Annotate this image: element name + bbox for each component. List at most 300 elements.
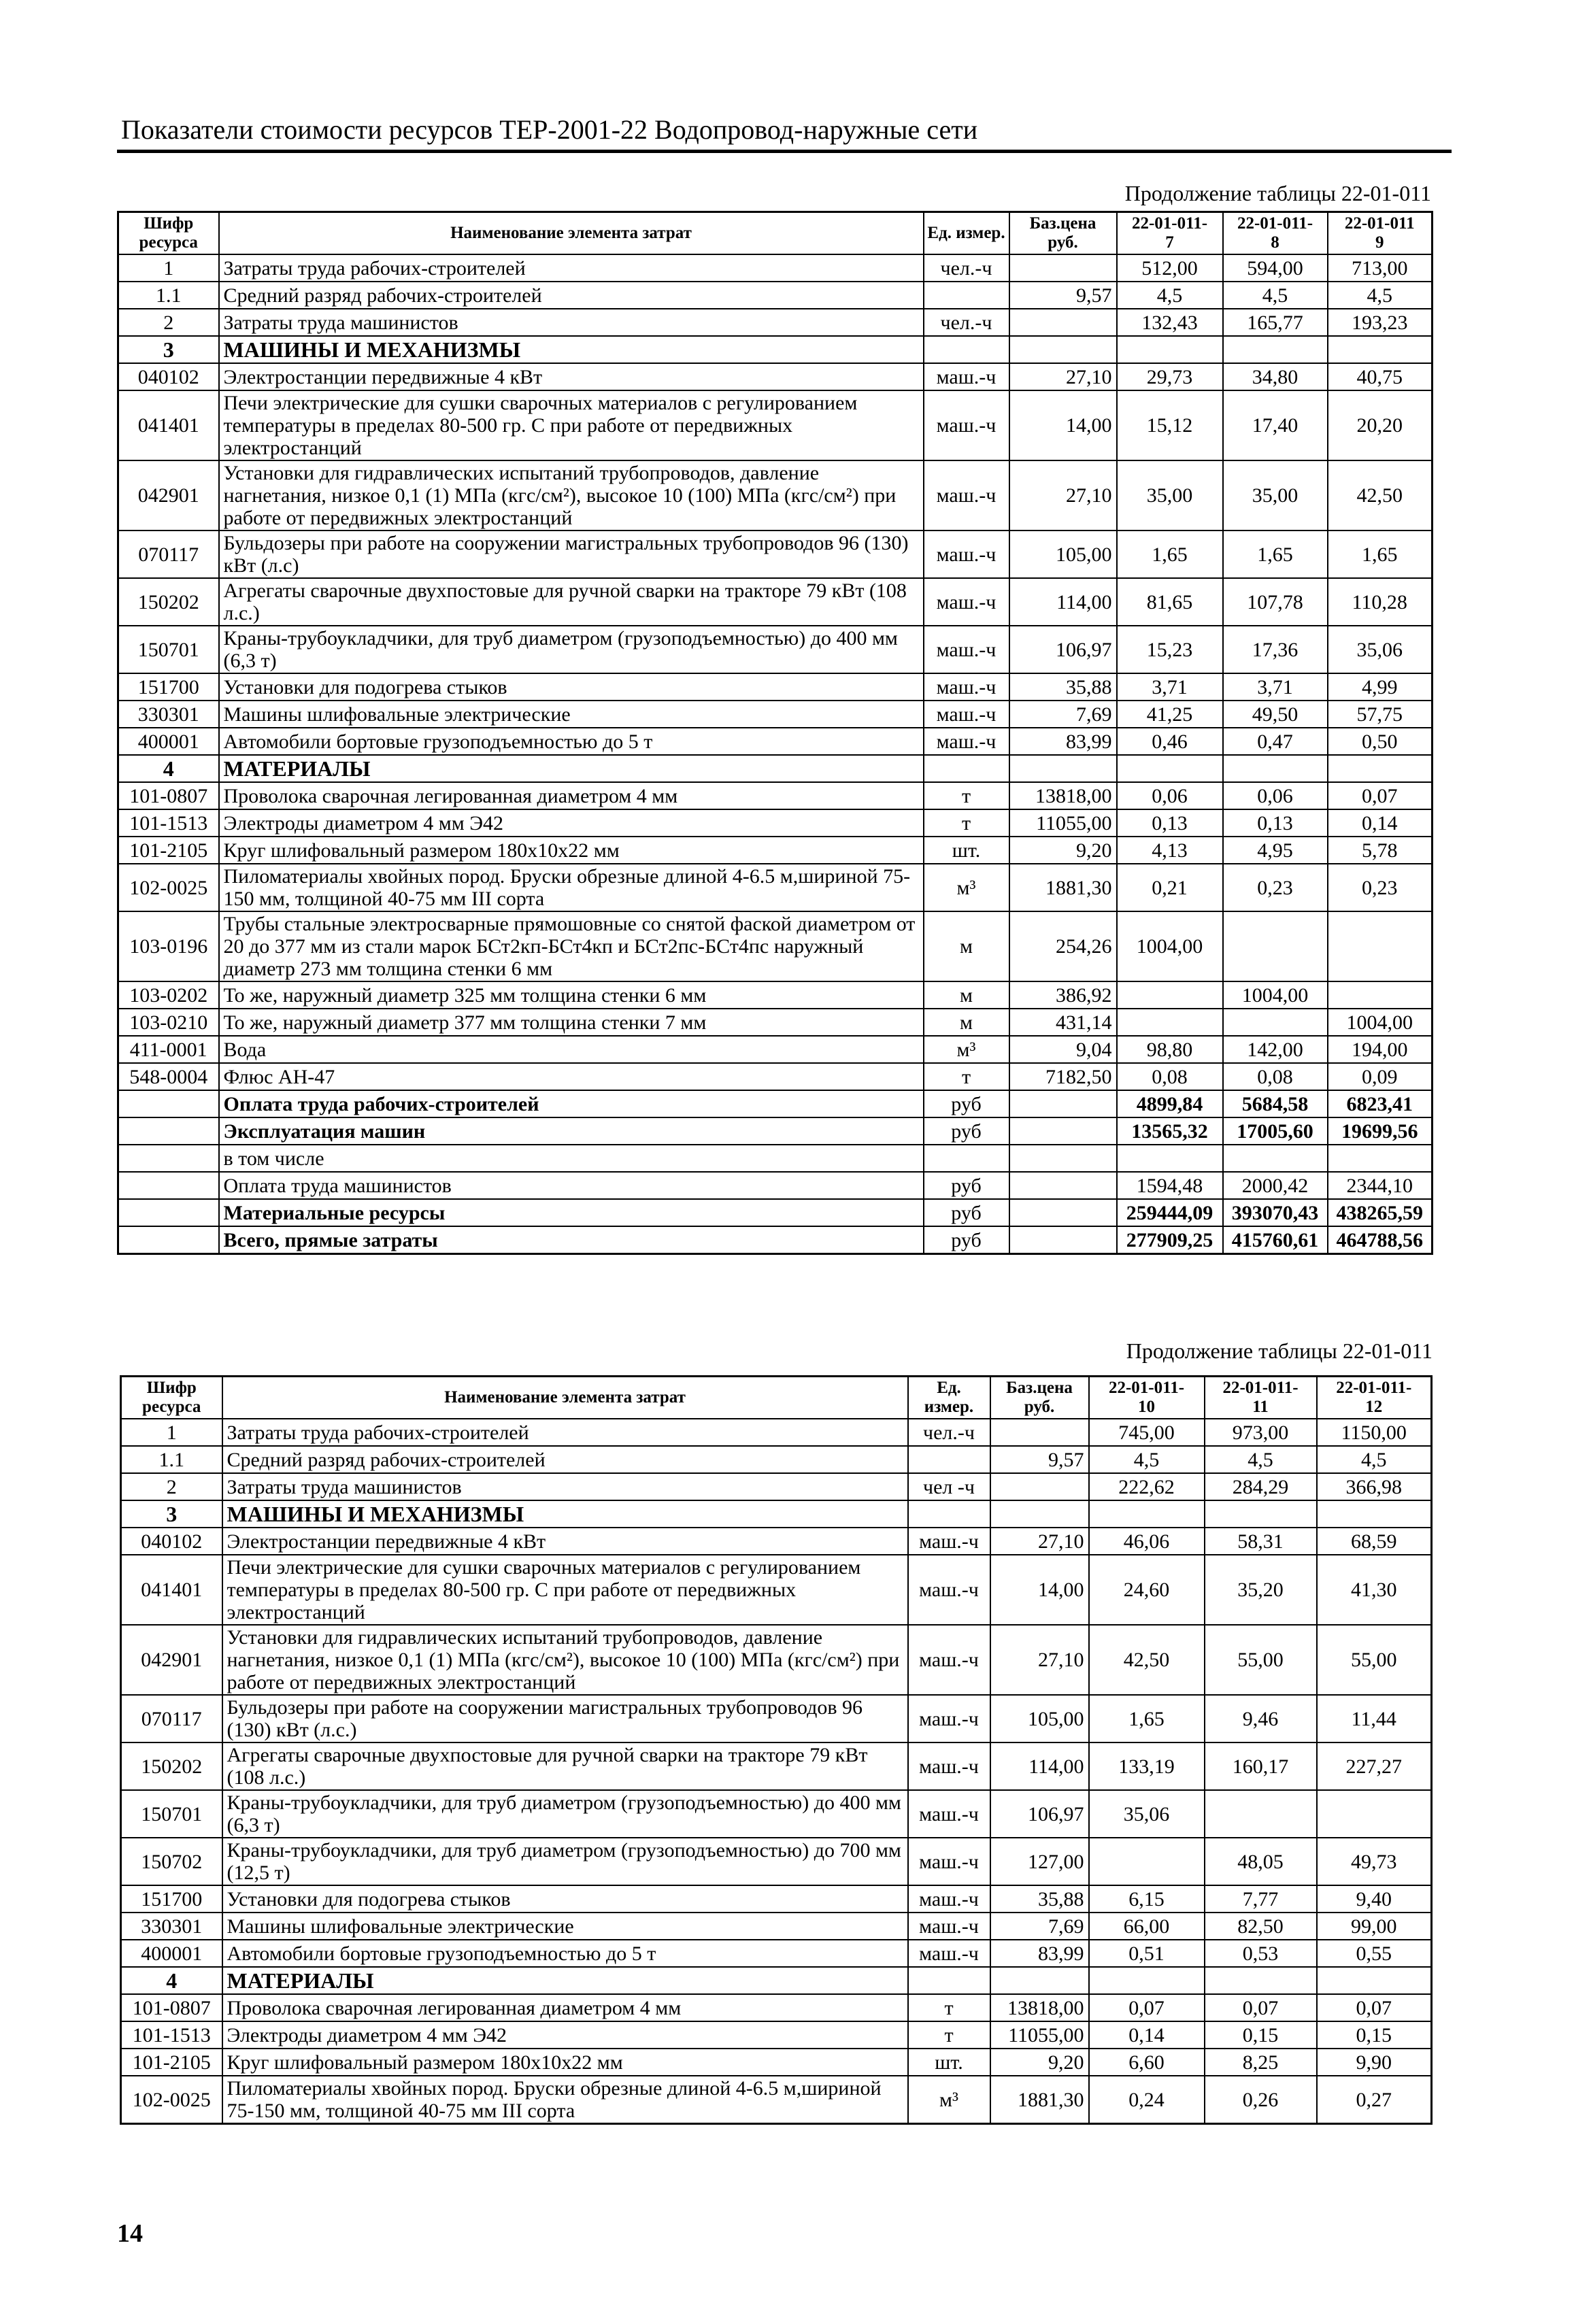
resource-code-cell: 103-0210: [118, 1009, 219, 1036]
unit-cell: [908, 1967, 990, 1994]
resource-code-cell: 151700: [121, 1885, 222, 1913]
resource-row: [118, 390, 1433, 460]
unit-cell: маш.-ч: [908, 1940, 990, 1967]
base-price-cell: 114,00: [990, 1742, 1089, 1790]
unit-cell: м³: [924, 1036, 1009, 1063]
unit-cell: т: [924, 809, 1009, 837]
variant-value-cell: 0,07: [1205, 1994, 1317, 2021]
variant-value-cell: 1004,00: [1223, 981, 1328, 1009]
variant-value-cell: 1,65: [1089, 1695, 1205, 1742]
resource-row: [118, 1063, 1433, 1090]
cost-element-name-cell: Пиломатериалы хвойных пород. Бруски обрезные длиной 4-6.5 м,шириной 75-150 мм, толщиной 40-75 мм III сорта: [222, 2076, 908, 2124]
unit-cell: т: [908, 2021, 990, 2049]
resource-row: [121, 1742, 1432, 1790]
variant-value-cell: [1317, 1967, 1432, 1994]
cost-element-name-cell: Краны-трубоукладчики, для труб диаметром (грузоподъемностью) до 400 мм (6,3 т): [219, 626, 924, 673]
cost-element-name-cell: Эксплуатация машин: [219, 1117, 924, 1145]
unit-cell: маш.-ч: [908, 1913, 990, 1940]
base-price-cell: [990, 1473, 1089, 1500]
variant-value-cell: [1117, 1145, 1223, 1172]
variant-value-cell: [1328, 981, 1433, 1009]
variant-value-cell: 42,50: [1089, 1625, 1205, 1695]
unit-cell: маш.-ч: [924, 363, 1009, 390]
base-price-cell: [1009, 755, 1117, 782]
cost-element-name-cell: Печи электрические для сушки сварочных материалов с регулированием температуры в пределах 80-500 гр. С при работе от передвижных электростанций: [222, 1555, 908, 1625]
resource-row: [118, 309, 1433, 336]
resource-code-cell: [118, 1117, 219, 1145]
variant-value-cell: 40,75: [1328, 363, 1433, 390]
variant-value-cell: 0,50: [1328, 728, 1433, 755]
variant-value-cell: 49,50: [1223, 701, 1328, 728]
variant-value-cell: [1117, 755, 1223, 782]
base-price-cell: 27,10: [990, 1625, 1089, 1695]
unit-cell: м³: [908, 2076, 990, 2124]
variant-value-cell: 68,59: [1317, 1528, 1432, 1555]
unit-cell: маш.-ч: [908, 1790, 990, 1838]
resource-row: [121, 1885, 1432, 1913]
unit-cell: т: [924, 782, 1009, 809]
unit-cell: маш.-ч: [924, 626, 1009, 673]
unit-cell: чел.-ч: [924, 309, 1009, 336]
base-price-cell: [990, 1500, 1089, 1528]
variant-value-cell: 0,13: [1223, 809, 1328, 837]
page-title: Показатели стоимости ресурсов ТЕР-2001-22 Водопровод-наружные сети: [121, 114, 978, 145]
base-price-cell: [1009, 336, 1117, 363]
resource-row: [118, 911, 1433, 981]
base-price-cell: [1009, 1226, 1117, 1254]
base-price-cell: [1009, 1117, 1117, 1145]
cost-element-name-cell: Электроды диаметром 4 мм Э42: [219, 809, 924, 837]
base-price-cell: 9,20: [1009, 837, 1117, 864]
variant-value-cell: 58,31: [1205, 1528, 1317, 1555]
variant-value-cell: 35,00: [1223, 460, 1328, 531]
variant-value-cell: 98,80: [1117, 1036, 1223, 1063]
resource-code-cell: 070117: [118, 531, 219, 578]
table-body: [121, 1419, 1432, 2124]
section-row: [121, 1967, 1432, 1994]
unit-cell: маш.-ч: [924, 460, 1009, 531]
cost-element-name-cell: Печи электрические для сушки сварочных материалов с регулированием температуры в пределах 80-500 гр. С при работе от передвижных электростанций: [219, 390, 924, 460]
variant-value-cell: 4,5: [1089, 1446, 1205, 1473]
variant-value-cell: [1117, 336, 1223, 363]
variant-number: 8: [1271, 233, 1279, 252]
variant-value-cell: 222,62: [1089, 1473, 1205, 1500]
resource-code-cell: 1.1: [118, 282, 219, 309]
base-price-cell: 27,10: [1009, 460, 1117, 531]
resource-code-cell: 400001: [121, 1940, 222, 1967]
variant-value-cell: 24,60: [1089, 1555, 1205, 1625]
resource-row: [118, 809, 1433, 837]
base-price-cell: [1009, 309, 1117, 336]
base-price-cell: 1881,30: [1009, 864, 1117, 911]
variant-value-cell: [1328, 911, 1433, 981]
cost-element-name-cell: Оплата труда рабочих-строителей: [219, 1090, 924, 1117]
cost-element-name-cell: Материальные ресурсы: [219, 1199, 924, 1226]
variant-value-cell: [1223, 336, 1328, 363]
column-header-variant: [1223, 212, 1328, 255]
variant-value-cell: [1089, 1838, 1205, 1885]
variant-value-cell: 110,28: [1328, 578, 1433, 626]
variant-value-cell: 0,14: [1089, 2021, 1205, 2049]
resource-row: [118, 782, 1433, 809]
unit-cell: маш.-ч: [908, 1555, 990, 1625]
variant-value-cell: [1317, 1500, 1432, 1528]
base-price-cell: 114,00: [1009, 578, 1117, 626]
cost-element-name-cell: Пиломатериалы хвойных пород. Бруски обрезные длиной 4-6.5 м,шириной 75-150 мм, толщиной 40-75 мм III сорта: [219, 864, 924, 911]
resource-row: [118, 254, 1433, 282]
cost-element-name-cell: Машины шлифовальные электрические: [219, 701, 924, 728]
unit-cell: м: [924, 911, 1009, 981]
base-price-cell: 1881,30: [990, 2076, 1089, 2124]
resource-code-cell: 3: [118, 336, 219, 363]
variant-value-cell: 66,00: [1089, 1913, 1205, 1940]
variant-value-cell: 0,23: [1223, 864, 1328, 911]
variant-value-cell: 0,15: [1205, 2021, 1317, 2049]
variant-value-cell: 1004,00: [1117, 911, 1223, 981]
resource-row: [118, 701, 1433, 728]
variant-value-cell: 17,40: [1223, 390, 1328, 460]
resource-row: [118, 728, 1433, 755]
resource-code-cell: [118, 1199, 219, 1226]
cost-element-name-cell: Затраты труда машинистов: [219, 309, 924, 336]
variant-value-cell: 17,36: [1223, 626, 1328, 673]
resource-code-cell: 1: [121, 1419, 222, 1446]
resource-code-cell: 101-0807: [121, 1994, 222, 2021]
variant-value-cell: 259444,09: [1117, 1199, 1223, 1226]
column-header-variant: [1328, 212, 1433, 255]
variant-value-cell: 13565,32: [1117, 1117, 1223, 1145]
cost-element-name-cell: МАТЕРИАЛЫ: [222, 1967, 908, 1994]
variant-value-cell: [1223, 755, 1328, 782]
variant-value-cell: [1117, 981, 1223, 1009]
base-price-cell: 9,57: [990, 1446, 1089, 1473]
variant-code: 22-01-011-: [1131, 214, 1208, 233]
unit-cell: [908, 1446, 990, 1473]
resource-code-cell: 102-0025: [118, 864, 219, 911]
cost-element-name-cell: Затраты труда рабочих-строителей: [219, 254, 924, 282]
variant-value-cell: 0,47: [1223, 728, 1328, 755]
section-row: [118, 755, 1433, 782]
resource-row: [121, 1994, 1432, 2021]
resource-row: [121, 1555, 1432, 1625]
variant-value-cell: 4,5: [1117, 282, 1223, 309]
cost-element-name-cell: Проволока сварочная легированная диаметром 4 мм: [219, 782, 924, 809]
cost-element-name-cell: Всего, прямые затраты: [219, 1226, 924, 1254]
variant-value-cell: 4,5: [1223, 282, 1328, 309]
variant-value-cell: 55,00: [1317, 1625, 1432, 1695]
variant-value-cell: 4,95: [1223, 837, 1328, 864]
variant-value-cell: 0,21: [1117, 864, 1223, 911]
base-price-cell: 106,97: [1009, 626, 1117, 673]
unit-cell: руб: [924, 1117, 1009, 1145]
resource-code-cell: 150701: [118, 626, 219, 673]
resource-row: [121, 1419, 1432, 1446]
base-price-cell: 11055,00: [1009, 809, 1117, 837]
unit-cell: чел.-ч: [924, 254, 1009, 282]
resource-row: [118, 363, 1433, 390]
resource-row: [118, 1036, 1433, 1063]
page-number: 14: [117, 2219, 143, 2248]
variant-value-cell: 133,19: [1089, 1742, 1205, 1790]
resource-row: [118, 626, 1433, 673]
variant-value-cell: 8,25: [1205, 2049, 1317, 2076]
resource-row: [118, 981, 1433, 1009]
resource-code-cell: 150701: [121, 1790, 222, 1838]
resource-code-cell: 151700: [118, 673, 219, 701]
variant-value-cell: 107,78: [1223, 578, 1328, 626]
resource-row: [118, 837, 1433, 864]
resource-code-cell: 150202: [121, 1742, 222, 1790]
variant-code: 22-01-011-: [1222, 1379, 1299, 1397]
resource-row: [118, 282, 1433, 309]
variant-number: 9: [1375, 233, 1384, 252]
variant-value-cell: 82,50: [1205, 1913, 1317, 1940]
unit-cell: [924, 336, 1009, 363]
resource-code-cell: 042901: [118, 460, 219, 531]
variant-value-cell: 35,20: [1205, 1555, 1317, 1625]
table-body: [118, 254, 1433, 1254]
resource-code-cell: 103-0202: [118, 981, 219, 1009]
resource-row: [121, 1838, 1432, 1885]
resource-code-cell: 3: [121, 1500, 222, 1528]
variant-value-cell: [1328, 336, 1433, 363]
variant-value-cell: 277909,25: [1117, 1226, 1223, 1254]
variant-value-cell: 5,78: [1328, 837, 1433, 864]
variant-value-cell: 0,51: [1089, 1940, 1205, 1967]
variant-value-cell: 594,00: [1223, 254, 1328, 282]
resource-row: [121, 1940, 1432, 1967]
unit-cell: руб: [924, 1199, 1009, 1226]
unit-cell: маш.-ч: [924, 728, 1009, 755]
variant-value-cell: 0,24: [1089, 2076, 1205, 2124]
resource-row: [121, 1446, 1432, 1473]
unit-cell: м: [924, 1009, 1009, 1036]
cost-element-name-cell: Автомобили бортовые грузоподъемностью до 5 т: [222, 1940, 908, 1967]
unit-cell: руб: [924, 1172, 1009, 1199]
resource-code-cell: 040102: [121, 1528, 222, 1555]
variant-value-cell: 366,98: [1317, 1473, 1432, 1500]
cost-element-name-cell: Оплата труда машинистов: [219, 1172, 924, 1199]
variant-value-cell: [1223, 1009, 1328, 1036]
table-continuation-caption: Продолжение таблицы 22-01-011: [1124, 181, 1431, 205]
resource-row: [118, 460, 1433, 531]
variant-value-cell: [1205, 1790, 1317, 1838]
variant-value-cell: 1594,48: [1117, 1172, 1223, 1199]
base-price-cell: 11055,00: [990, 2021, 1089, 2049]
cost-element-name-cell: Бульдозеры при работе на сооружении магистральных трубопроводов 96 (130) кВт (л.с.): [222, 1695, 908, 1742]
unit-cell: м: [924, 981, 1009, 1009]
variant-value-cell: 0,15: [1317, 2021, 1432, 2049]
base-price-cell: 13818,00: [1009, 782, 1117, 809]
base-price-cell: 105,00: [1009, 531, 1117, 578]
title-divider: [117, 150, 1452, 153]
variant-value-cell: 48,05: [1205, 1838, 1317, 1885]
cost-element-name-cell: в том числе: [219, 1145, 924, 1172]
base-price-cell: 254,26: [1009, 911, 1117, 981]
base-price-cell: [1009, 1145, 1117, 1172]
base-price-cell: 386,92: [1009, 981, 1117, 1009]
cost-element-name-cell: МАТЕРИАЛЫ: [219, 755, 924, 782]
resource-code-cell: [118, 1145, 219, 1172]
cost-element-name-cell: Установки для подогрева стыков: [219, 673, 924, 701]
variant-value-cell: 9,90: [1317, 2049, 1432, 2076]
unit-cell: [924, 1145, 1009, 1172]
unit-cell: маш.-ч: [924, 531, 1009, 578]
variant-value-cell: 415760,61: [1223, 1226, 1328, 1254]
variant-value-cell: 35,00: [1117, 460, 1223, 531]
base-price-cell: 105,00: [990, 1695, 1089, 1742]
variant-value-cell: 5684,58: [1223, 1090, 1328, 1117]
variant-value-cell: [1117, 1009, 1223, 1036]
variant-value-cell: 3,71: [1117, 673, 1223, 701]
variant-value-cell: 42,50: [1328, 460, 1433, 531]
resource-code-cell: 041401: [118, 390, 219, 460]
resource-code-cell: 4: [118, 755, 219, 782]
cost-element-name-cell: Электроды диаметром 4 мм Э42: [222, 2021, 908, 2049]
resource-row: [118, 1009, 1433, 1036]
variant-value-cell: 17005,60: [1223, 1117, 1328, 1145]
unit-cell: руб: [924, 1226, 1009, 1254]
variant-value-cell: 1,65: [1328, 531, 1433, 578]
variant-value-cell: 0,07: [1328, 782, 1433, 809]
resource-cost-table-1: [117, 211, 1433, 1255]
base-price-cell: 9,04: [1009, 1036, 1117, 1063]
cost-element-name-cell: Краны-трубоукладчики, для труб диаметром (грузоподъемностью) до 700 мм (12,5 т): [222, 1838, 908, 1885]
unit-cell: маш.-ч: [908, 1695, 990, 1742]
column-header-unit: Ед. измер.: [908, 1377, 990, 1419]
resource-code-cell: 101-1513: [118, 809, 219, 837]
variant-value-cell: 4,99: [1328, 673, 1433, 701]
cost-element-name-cell: Автомобили бортовые грузоподъемностью до 5 т: [219, 728, 924, 755]
unit-cell: маш.-ч: [908, 1885, 990, 1913]
column-header-code: Шифр ресурса: [118, 212, 219, 255]
resource-code-cell: 2: [118, 309, 219, 336]
variant-code: 22-01-011-: [1108, 1379, 1185, 1397]
variant-value-cell: 0,06: [1117, 782, 1223, 809]
base-price-cell: 9,57: [1009, 282, 1117, 309]
variant-value-cell: 194,00: [1328, 1036, 1433, 1063]
variant-value-cell: 227,27: [1317, 1742, 1432, 1790]
variant-value-cell: 20,20: [1328, 390, 1433, 460]
resource-code-cell: 150702: [121, 1838, 222, 1885]
unit-cell: чел -ч: [908, 1473, 990, 1500]
unit-cell: маш.-ч: [908, 1528, 990, 1555]
resource-code-cell: 4: [121, 1967, 222, 1994]
resource-code-cell: 041401: [121, 1555, 222, 1625]
variant-value-cell: 9,40: [1317, 1885, 1432, 1913]
resource-row: [121, 2021, 1432, 2049]
cost-element-name-cell: То же, наружный диаметр 377 мм толщина стенки 7 мм: [219, 1009, 924, 1036]
base-price-cell: 7,69: [990, 1913, 1089, 1940]
cost-element-name-cell: МАШИНЫ И МЕХАНИЗМЫ: [219, 336, 924, 363]
cost-element-name-cell: Средний разряд рабочих-строителей: [222, 1446, 908, 1473]
resource-code-cell: 101-2105: [121, 2049, 222, 2076]
base-price-cell: 83,99: [990, 1940, 1089, 1967]
unit-cell: [908, 1500, 990, 1528]
variant-value-cell: 7,77: [1205, 1885, 1317, 1913]
cost-element-name-cell: Средний разряд рабочих-строителей: [219, 282, 924, 309]
variant-value-cell: [1205, 1967, 1317, 1994]
variant-value-cell: 19699,56: [1328, 1117, 1433, 1145]
variant-value-cell: 393070,43: [1223, 1199, 1328, 1226]
resource-row: [118, 673, 1433, 701]
variant-number: 11: [1252, 1398, 1269, 1416]
resource-code-cell: 2: [121, 1473, 222, 1500]
variant-value-cell: 165,77: [1223, 309, 1328, 336]
unit-cell: [924, 282, 1009, 309]
variant-value-cell: 2000,42: [1223, 1172, 1328, 1199]
column-header-name: Наименование элемента затрат: [222, 1377, 908, 1419]
column-header-variant: [1089, 1377, 1205, 1419]
base-price-cell: [1009, 1090, 1117, 1117]
base-price-cell: 431,14: [1009, 1009, 1117, 1036]
variant-value-cell: 512,00: [1117, 254, 1223, 282]
resource-row: [121, 2049, 1432, 2076]
variant-value-cell: 49,73: [1317, 1838, 1432, 1885]
variant-value-cell: 81,65: [1117, 578, 1223, 626]
resource-code-cell: 330301: [121, 1913, 222, 1940]
resource-row: [118, 531, 1433, 578]
resource-cost-table-2: [120, 1375, 1433, 2125]
base-price-cell: 7,69: [1009, 701, 1117, 728]
cost-element-name-cell: Установки для подогрева стыков: [222, 1885, 908, 1913]
variant-value-cell: 15,12: [1117, 390, 1223, 460]
variant-value-cell: 35,06: [1328, 626, 1433, 673]
cost-element-name-cell: Проволока сварочная легированная диаметром 4 мм: [222, 1994, 908, 2021]
cost-element-name-cell: МАШИНЫ И МЕХАНИЗМЫ: [222, 1500, 908, 1528]
unit-cell: маш.-ч: [924, 701, 1009, 728]
base-price-cell: 106,97: [990, 1790, 1089, 1838]
unit-cell: т: [924, 1063, 1009, 1090]
resource-row: [121, 1790, 1432, 1838]
resource-code-cell: 1.1: [121, 1446, 222, 1473]
column-header-variant: [1117, 212, 1223, 255]
variant-value-cell: 160,17: [1205, 1742, 1317, 1790]
base-price-cell: 14,00: [990, 1555, 1089, 1625]
resource-code-cell: 102-0025: [121, 2076, 222, 2124]
resource-code-cell: 548-0004: [118, 1063, 219, 1090]
variant-value-cell: 35,06: [1089, 1790, 1205, 1838]
variant-value-cell: 0,07: [1317, 1994, 1432, 2021]
resource-code-cell: 042901: [121, 1625, 222, 1695]
variant-value-cell: 0,07: [1089, 1994, 1205, 2021]
variant-value-cell: 973,00: [1205, 1419, 1317, 1446]
unit-cell: шт.: [908, 2049, 990, 2076]
base-price-cell: [1009, 254, 1117, 282]
base-price-cell: 27,10: [1009, 363, 1117, 390]
variant-value-cell: 55,00: [1205, 1625, 1317, 1695]
unit-cell: шт.: [924, 837, 1009, 864]
variant-value-cell: 46,06: [1089, 1528, 1205, 1555]
variant-value-cell: [1328, 1145, 1433, 1172]
table-header-row: [118, 212, 1433, 255]
cost-element-name-cell: Агрегаты сварочные двухпостовые для ручной сварки на тракторе 79 кВт (108 л.с.): [219, 578, 924, 626]
resource-code-cell: 040102: [118, 363, 219, 390]
variant-value-cell: 464788,56: [1328, 1226, 1433, 1254]
resource-code-cell: 101-2105: [118, 837, 219, 864]
column-header-base-price: Баз.цена руб.: [1009, 212, 1117, 255]
unit-cell: маш.-ч: [924, 578, 1009, 626]
cost-element-name-cell: Агрегаты сварочные двухпостовые для ручной сварки на тракторе 79 кВт (108 л.с.): [222, 1742, 908, 1790]
column-header-variant: [1317, 1377, 1432, 1419]
resource-code-cell: 070117: [121, 1695, 222, 1742]
resource-row: [121, 1913, 1432, 1940]
variant-value-cell: 193,23: [1328, 309, 1433, 336]
unit-cell: чел.-ч: [908, 1419, 990, 1446]
base-price-cell: [990, 1967, 1089, 1994]
variant-value-cell: 0,26: [1205, 2076, 1317, 2124]
variant-value-cell: 6823,41: [1328, 1090, 1433, 1117]
